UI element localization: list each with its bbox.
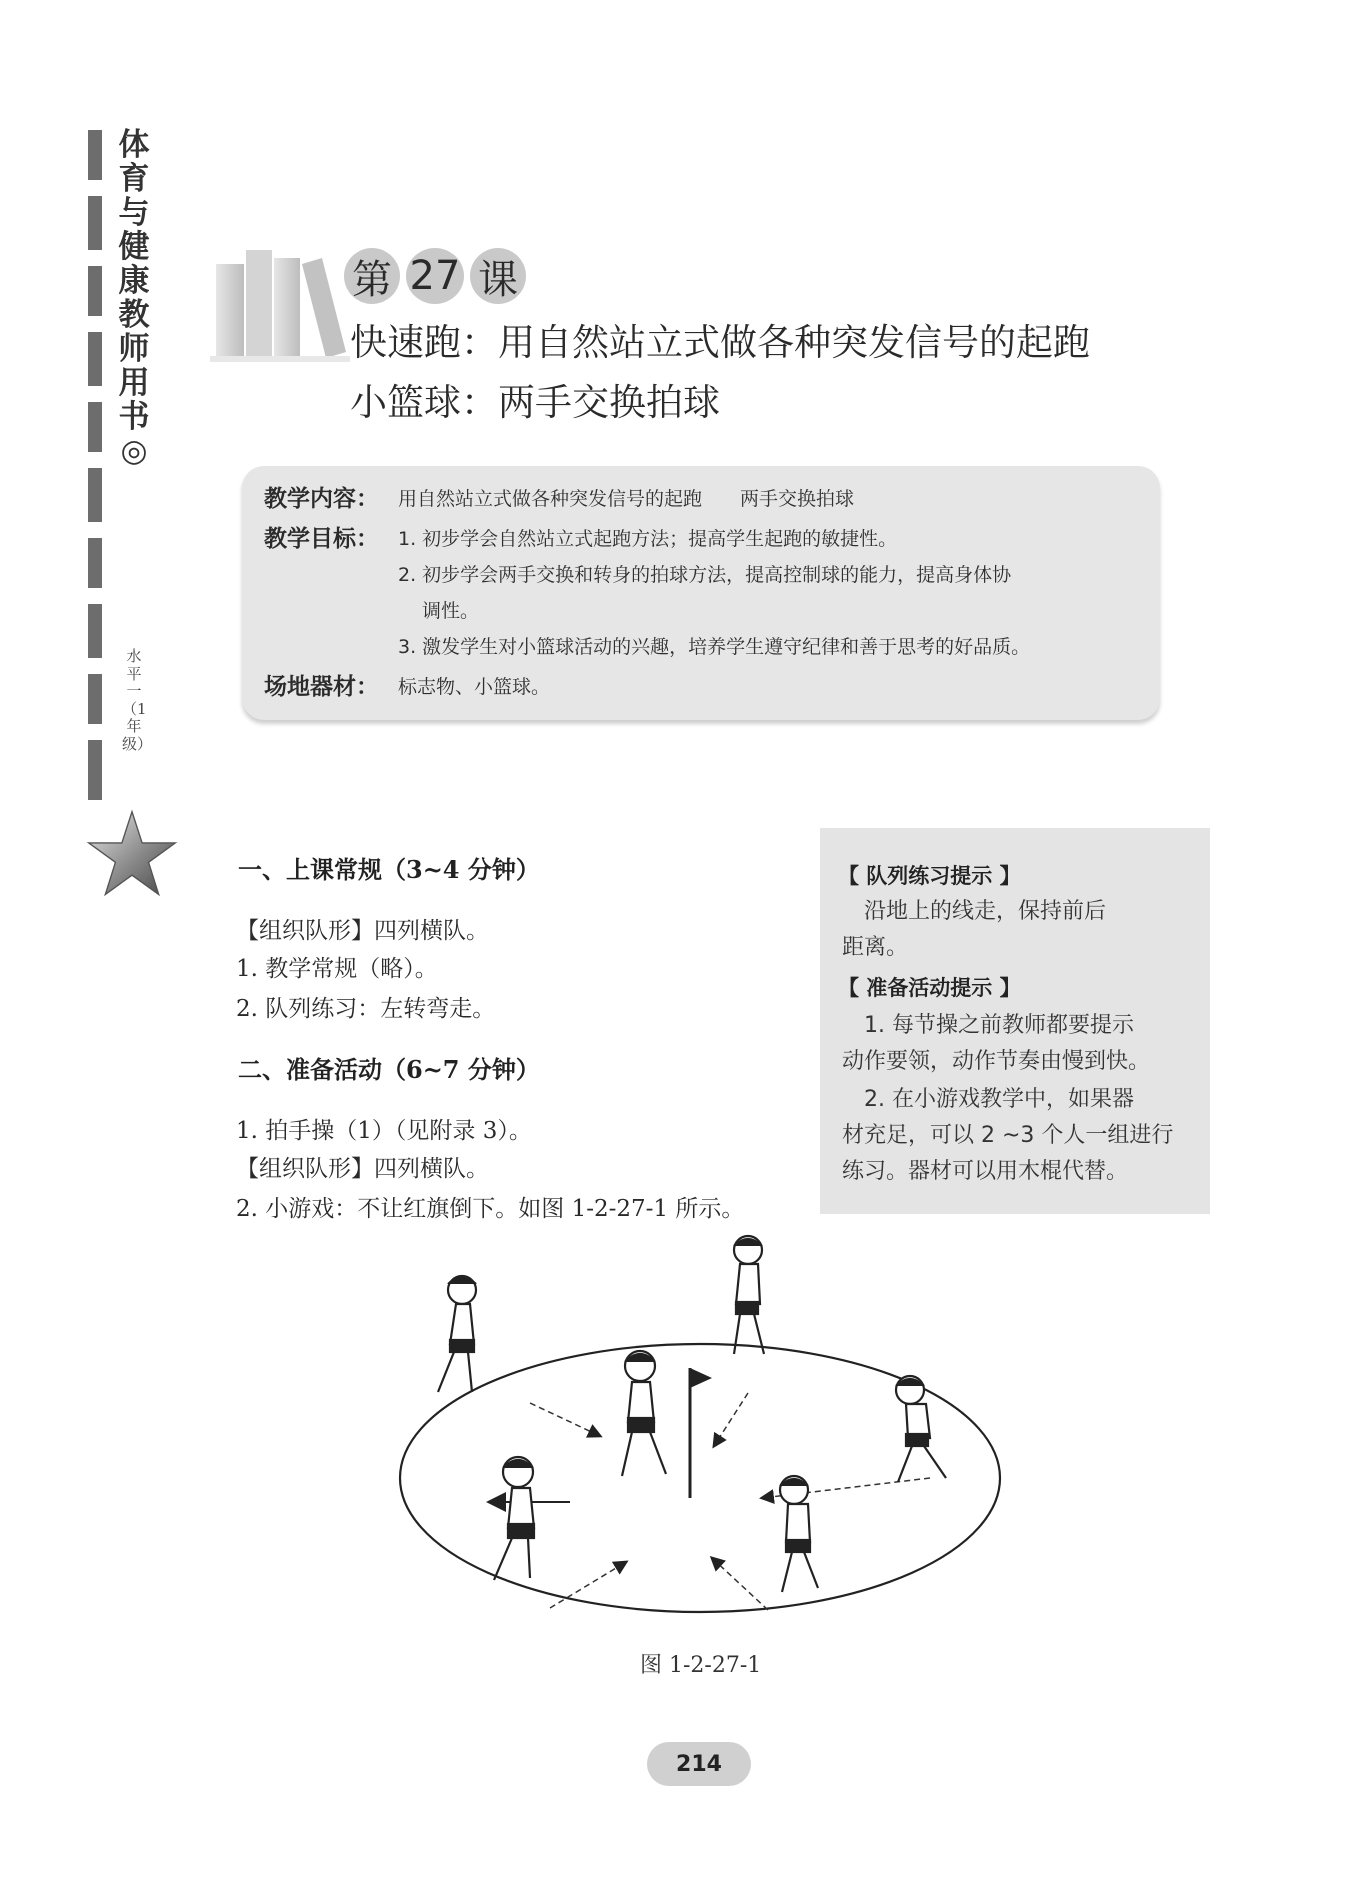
goal-2-line-1: 2. 初步学会两手交换和转身的拍球方法，提高控制球的能力，提高身体协 — [398, 564, 1012, 586]
content-text: 用自然站立式做各种突发信号的起跑 两手交换拍球 — [398, 488, 855, 510]
section-2-line-3: 2. 小游戏：不让红旗倒下。如图 1-2-27-1 所示。 — [236, 1196, 745, 1222]
tip-1-line-1: 沿地上的线走，保持前后 — [842, 899, 1107, 924]
page-number: 214 — [647, 1742, 751, 1786]
lesson-number-heading — [344, 248, 526, 304]
grade-level-label: 水平一（1年级） — [122, 647, 153, 753]
content-label: 教学内容： — [264, 486, 379, 512]
lesson-prefix: 第 — [344, 248, 400, 304]
books-icon — [210, 244, 350, 364]
lesson-suffix: 课 — [470, 248, 526, 304]
tip-2-line-2: 动作要领，动作节奏由慢到快。 — [842, 1049, 1151, 1074]
tip-2-line-1: 1. 每节操之前教师都要提示 — [842, 1013, 1134, 1038]
tip-heading-2: 【 准备活动提示 】 — [838, 976, 1021, 1000]
figure-caption: 图 1-2-27-1 — [640, 1653, 762, 1678]
tip-2-line-5: 练习。器材可以用木棍代替。 — [842, 1159, 1129, 1184]
section-1-line-3: 2. 队列练习：左转弯走。 — [236, 996, 496, 1022]
tip-2-line-3: 2. 在小游戏教学中，如果器 — [842, 1087, 1134, 1112]
lesson-number: 27 — [406, 248, 464, 304]
venue-text: 标志物、小篮球。 — [398, 676, 551, 698]
venue-label: 场地器材： — [264, 674, 379, 700]
section-2-line-2: 【组织队形】四列横队。 — [236, 1156, 489, 1182]
lesson-title-line-2: 小篮球：两手交换拍球 — [350, 381, 720, 424]
tip-1-line-2: 距离。 — [842, 935, 909, 960]
tip-2-line-4: 材充足，可以 2 ~3 个人一组进行 — [842, 1123, 1174, 1148]
section-2-title: 二、准备活动（6~7 分钟） — [238, 1055, 540, 1084]
goals-label: 教学目标： — [264, 526, 379, 552]
margin-decoration-bars — [88, 130, 102, 800]
tips-sidebar-box — [820, 828, 1210, 1214]
goal-2-line-2: 调性。 — [422, 600, 480, 622]
goal-1: 1. 初步学会自然站立式起跑方法；提高学生起跑的敏捷性。 — [398, 528, 898, 550]
section-2-line-1: 1. 拍手操（1）（见附录 3）。 — [236, 1118, 532, 1144]
game-illustration — [390, 1228, 1010, 1638]
lesson-info-box — [242, 466, 1160, 720]
lesson-title-line-1: 快速跑：用自然站立式做各种突发信号的起跑 — [350, 321, 1090, 364]
tip-heading-1: 【 队列练习提示 】 — [838, 864, 1021, 888]
star-icon — [86, 808, 178, 900]
book-title-vertical: 体育与健康教师用书◎ — [118, 127, 150, 469]
section-1-title: 一、上课常规（3~4 分钟） — [238, 855, 540, 884]
section-1-line-2: 1. 教学常规（略）。 — [236, 956, 438, 982]
section-1-line-1: 【组织队形】四列横队。 — [236, 918, 489, 944]
goal-3: 3. 激发学生对小篮球活动的兴趣，培养学生遵守纪律和善于思考的好品质。 — [398, 636, 1031, 658]
